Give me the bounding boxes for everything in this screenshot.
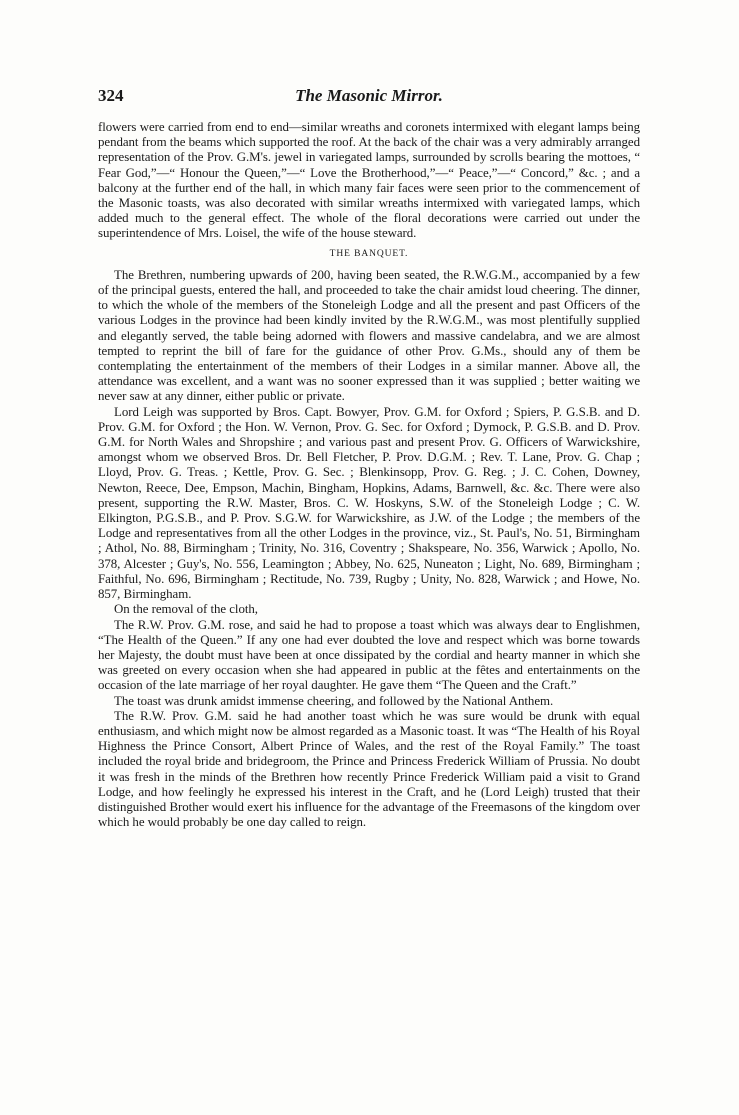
paragraph: The Brethren, numbering upwards of 200, having been seated, the R.W.G.M., accompanied by a few of the principal guests, entered the hall, and proceeded to take the chair amidst loud cheering. The dinner, to which the whole of the members of the Stoneleigh Lodge and all the present and past Officers of the various Lodges in the province had been kindly invited by the R.W.G.M., was most plentifully supplied and elegantly served, the table being adorned with flowers and massive candelabra, and we are almost tempted to reprint the bill of fare for the guidance of other Prov. G.Ms., should any of them be contemplating the entertainment of the members of their Lodges in a similar manner. Above all, the attendance was excellent, and a want was no sooner expressed than it was supplied ; better waiting we never saw at any dinner, either public or private. [98,267,640,404]
paragraph: The toast was drunk amidst immense cheering, and followed by the National Anthem. [114,693,554,708]
journal-title: The Masonic Mirror. [295,86,443,105]
paragraph: On the removal of the cloth, [114,602,258,617]
running-head [98,86,640,110]
section-heading: THE BANQUET. [329,248,409,259]
paragraph: The R.W. Prov. G.M. rose, and said he had to propose a toast which was always dear to Englishmen, “The Health of the Queen.” If any one had ever doubted the love and respect which was borne towards her Majesty, the doubt must have been at once dissipated by the cordial and hearty manner in which she was greeted on every occasion when she had appeared in public at the fêtes and entertainments on the occasion of the late marriage of her royal daughter. He gave them “The Queen and the Craft.” [98,617,640,693]
article-body [98,120,640,830]
paragraph: Lord Leigh was supported by Bros. Capt. Bowyer, Prov. G.M. for Oxford ; Spiers, P. G.S.B. and D. Prov. G.M. for Oxford ; the Hon. W. Vernon, Prov. G. Sec. for Oxford ; Dymock, P. G.S.B. and D. Prov. G.M. for North Wales and Shropshire ; and various past and present Prov. G. Officers of Warwickshire, amongst whom we observed Bros. Dr. Bell Fletcher, P. Prov. D.G.M. ; Rev. T. Lane, Prov. G. Chap ; Lloyd, Prov. G. Treas. ; Kettle, Prov. G. Sec. ; Blenkinsopp, Prov. G. Reg. ; J. C. Cohen, Downey, Newton, Reece, Dee, Empson, Machin, Bingham, Hopkins, Adams, Barnwell, &c. &c. There were also present, supporting the R.W. Master, Bros. C. W. Hoskyns, S.W. of the Stoneleigh Lodge ; C. W. Elkington, P.G.S.B., and P. Prov. S.G.W. for Warwickshire, as J.W. of the Lodge ; the members of the Lodge and representatives from all the other Lodges in the province, viz., St. Paul's, No. 51, Birmingham ; Athol, No. 88, Birmingham ; Trinity, No. 316, Coventry ; Shakspeare, No. 356, Warwick ; Apollo, No. 378, Alcester ; Guy's, No. 556, Leamington ; Abbey, No. 625, Nuneaton ; Light, No. 689, Birmingham ; Faithful, No. 696, Birmingham ; Rectitude, No. 739, Rugby ; Unity, No. 828, Warwick ; and Howe, No. 857, Birmingham. [98,404,640,602]
page-number: 324 [98,86,124,105]
paragraph: flowers were carried from end to end—similar wreaths and coronets intermixed with elegant lamps being pendant from the beams which supported the roof. At the back of the chair was a very admirably arranged representation of the Prov. G.M's. jewel in variegated lamps, surrounded by scrolls bearing the mottoes, “ Fear God,”—“ Honour the Queen,”—“ Love the Brotherhood,”—“ Peace,”—“ Concord,” &c. ; and a balcony at the further end of the hall, in which many fair faces were seen prior to the commencement of the Masonic toasts, was also decorated with similar wreaths intermixed with variegated lamps, which added much to the general effect. The whole of the floral decorations were carried out under the superintendence of Mrs. Loisel, the wife of the house steward. [98,120,640,241]
paragraph: The R.W. Prov. G.M. said he had another toast which he was sure would be drunk with equal enthusiasm, and which might now be almost regarded as a Masonic toast. It was “The Health of his Royal Highness the Prince Consort, Albert Prince of Wales, and the rest of the Royal Family.” The toast included the royal bride and bridegroom, the Prince and Princess Frederick William of Prussia. No doubt it was fresh in the minds of the Brethren how recently Prince Frederick William paid a visit to Grand Lodge, and how feelingly he expressed his interest in the Craft, and he (Lord Leigh) trusted that their distinguished Brother would exert his influence for the advantage of the Freemasons of the kingdom over which he would probably be one day called to reign. [98,708,640,830]
